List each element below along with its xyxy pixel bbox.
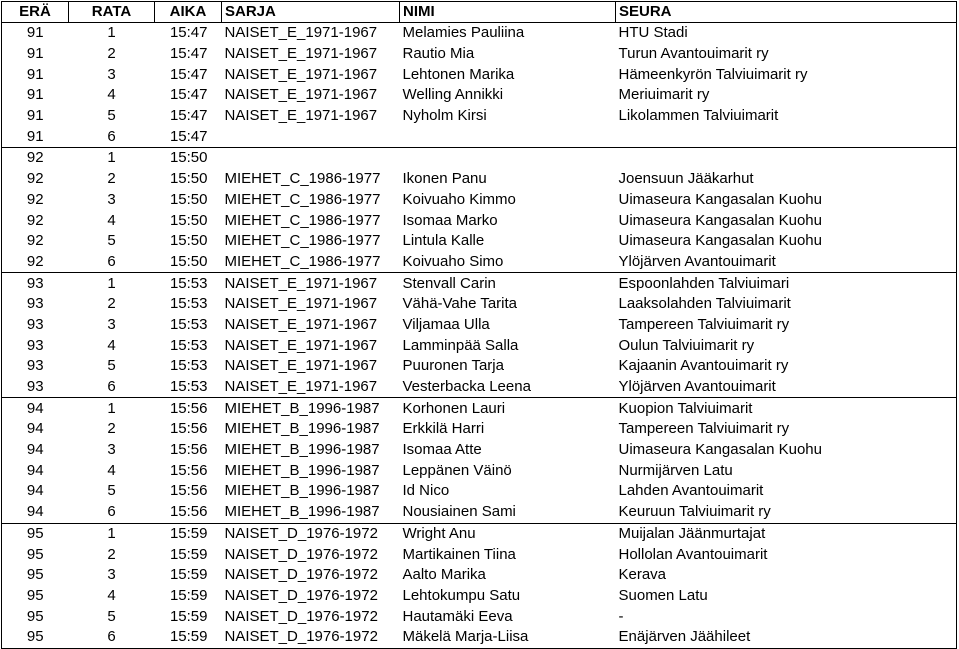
- cell-sarja: MIEHET_B_1996-1987: [224, 503, 380, 521]
- cell-aika: 15:53: [169, 336, 208, 354]
- cell-seura: Kajaanin Avantouimarit ry: [616, 356, 957, 377]
- cell-rata: 1: [69, 523, 155, 544]
- table-row: [2, 606, 957, 627]
- cell-sarja: MIEHET_B_1996-1987: [224, 461, 380, 479]
- header-nimi: NIMI: [400, 2, 616, 23]
- cell-rata: 3: [107, 566, 116, 584]
- cell-era: 94: [2, 398, 69, 419]
- cell-seura: -: [616, 606, 957, 627]
- cell-rata: 4: [107, 86, 116, 104]
- cell-nimi: Lehtokumpu Satu: [402, 586, 521, 604]
- cell-sarja: MIEHET_C_1986-1977: [224, 211, 381, 229]
- cell-era: 91: [2, 44, 69, 65]
- cell-nimi: Leppänen Väinö: [402, 461, 512, 479]
- cell-sarja: NAISET_D_1976-1972: [224, 607, 378, 625]
- cell-era: 94: [2, 419, 69, 440]
- cell-nimi: [400, 148, 616, 169]
- cell-aika: 15:59: [169, 607, 208, 625]
- cell-nimi: Rautio Mia: [402, 45, 475, 63]
- header-era: ERÄ: [2, 2, 69, 23]
- cell-sarja: NAISET_D_1976-1972: [224, 566, 378, 584]
- cell-nimi: Hautamäki Eeva: [402, 607, 513, 625]
- table-row: [2, 481, 957, 502]
- cell-sarja: [222, 148, 400, 169]
- cell-era: 91: [2, 106, 69, 127]
- cell-seura: Espoonlahden Talviuimari: [616, 273, 957, 294]
- cell-sarja: MIEHET_B_1996-1987: [224, 441, 380, 459]
- cell-era: 93: [2, 356, 69, 377]
- cell-nimi: Vesterbacka Leena: [402, 378, 531, 396]
- table-row: [2, 356, 957, 377]
- cell-seura: Laaksolahden Talviuimarit: [616, 294, 957, 315]
- cell-seura: Uimaseura Kangasalan Kuohu: [616, 231, 957, 252]
- table-row: [2, 126, 957, 147]
- cell-sarja: NAISET_D_1976-1972: [222, 627, 400, 648]
- cell-rata: 4: [107, 461, 116, 479]
- cell-aika: 15:53: [169, 295, 208, 313]
- cell-era: 92: [2, 190, 69, 211]
- cell-era: 95: [2, 544, 69, 565]
- cell-rata: 5: [107, 232, 116, 250]
- table-row: [2, 565, 957, 586]
- cell-sarja: NAISET_E_1971-1967: [224, 86, 378, 104]
- cell-era: 91: [2, 64, 69, 85]
- cell-rata: 2: [107, 45, 116, 63]
- table-row: [2, 294, 957, 315]
- cell-era: 95: [2, 586, 69, 607]
- cell-nimi: Korhonen Lauri: [400, 398, 616, 419]
- header-sarja: SARJA: [222, 2, 400, 23]
- cell-nimi: Koivuaho Simo: [402, 252, 504, 270]
- cell-seura: HTU Stadi: [616, 23, 957, 44]
- table-row: [2, 210, 957, 231]
- cell-aika: 15:56: [169, 482, 208, 500]
- cell-sarja: MIEHET_C_1986-1977: [224, 170, 381, 188]
- cell-rata: 2: [107, 295, 116, 313]
- cell-nimi: Puuronen Tarja: [402, 357, 504, 375]
- cell-era: 91: [2, 126, 69, 147]
- cell-aika: 15:56: [169, 503, 208, 521]
- cell-seura: Hollolan Avantouimarit: [616, 544, 957, 565]
- cell-nimi: Koivuaho Kimmo: [402, 190, 516, 208]
- cell-aika: 15:56: [169, 461, 208, 479]
- cell-seura: Ylöjärven Avantouimarit: [616, 377, 957, 398]
- cell-aika: 15:47: [155, 23, 222, 44]
- cell-era: 92: [2, 148, 69, 169]
- cell-era: 93: [2, 335, 69, 356]
- cell-aika: 15:59: [169, 545, 208, 563]
- cell-rata: 1: [69, 273, 155, 294]
- cell-rata: 2: [107, 170, 116, 188]
- cell-era: 95: [2, 627, 69, 648]
- cell-nimi: Wright Anu: [400, 523, 616, 544]
- cell-aika: 15:50: [169, 232, 208, 250]
- cell-era: 94: [2, 481, 69, 502]
- cell-rata: 4: [107, 211, 116, 229]
- cell-aika: 15:47: [169, 107, 208, 125]
- cell-aika: 15:47: [169, 86, 208, 104]
- cell-seura: Uimaseura Kangasalan Kuohu: [616, 190, 957, 211]
- cell-sarja: NAISET_E_1971-1967: [222, 273, 400, 294]
- table-row: [2, 273, 957, 294]
- table-row: [2, 190, 957, 211]
- cell-nimi: Aalto Marika: [402, 566, 486, 584]
- cell-era: 94: [2, 440, 69, 461]
- cell-seura: [616, 126, 957, 147]
- table-row: [2, 231, 957, 252]
- cell-sarja: NAISET_D_1976-1972: [224, 545, 378, 563]
- cell-rata: 5: [107, 107, 116, 125]
- cell-rata: 6: [107, 252, 116, 270]
- table-row: [2, 460, 957, 481]
- cell-rata: 3: [107, 315, 116, 333]
- cell-seura: Turun Avantouimarit ry: [616, 44, 957, 65]
- cell-seura: Meriuimarit ry: [616, 85, 957, 106]
- cell-rata: 4: [107, 336, 116, 354]
- heat-schedule-table: [1, 1, 957, 649]
- cell-era: 92: [2, 231, 69, 252]
- cell-nimi: Martikainen Tiina: [402, 545, 516, 563]
- cell-era: 94: [2, 502, 69, 523]
- cell-sarja: MIEHET_B_1996-1987: [224, 420, 380, 438]
- cell-nimi: Nyholm Kirsi: [402, 107, 487, 125]
- cell-era: 93: [2, 294, 69, 315]
- cell-nimi: Isomaa Marko: [402, 211, 498, 229]
- table-row: [2, 335, 957, 356]
- cell-aika: 15:50: [169, 170, 208, 188]
- cell-seura: Tampereen Talviuimarit ry: [616, 315, 957, 336]
- cell-aika: 15:53: [169, 378, 208, 396]
- cell-rata: 6: [69, 627, 155, 648]
- cell-seura: Oulun Talviuimarit ry: [616, 335, 957, 356]
- cell-aika: 15:56: [169, 420, 208, 438]
- header-aika: AIKA: [155, 2, 222, 23]
- cell-rata: 2: [107, 545, 116, 563]
- cell-seura: Joensuun Jääkarhut: [616, 169, 957, 190]
- cell-aika: 15:50: [169, 211, 208, 229]
- cell-rata: 6: [107, 127, 116, 145]
- cell-rata: 5: [107, 357, 116, 375]
- header-row: [2, 2, 957, 23]
- table-row: [2, 148, 957, 169]
- cell-sarja: [222, 126, 400, 147]
- table-row: [2, 419, 957, 440]
- cell-nimi: Ikonen Panu: [402, 170, 487, 188]
- cell-aika: 15:50: [169, 190, 208, 208]
- cell-sarja: NAISET_D_1976-1972: [222, 523, 400, 544]
- table-row: [2, 64, 957, 85]
- cell-aika: 15:47: [169, 127, 208, 145]
- cell-nimi: Erkkilä Harri: [402, 420, 485, 438]
- cell-sarja: NAISET_E_1971-1967: [224, 315, 378, 333]
- cell-rata: 2: [107, 420, 116, 438]
- cell-aika: 15:59: [155, 627, 222, 648]
- cell-rata: 6: [107, 378, 116, 396]
- cell-aika: 15:47: [169, 45, 208, 63]
- cell-rata: 1: [69, 148, 155, 169]
- cell-sarja: NAISET_E_1971-1967: [224, 107, 378, 125]
- table-row: [2, 23, 957, 44]
- cell-era: 91: [2, 85, 69, 106]
- cell-sarja: NAISET_E_1971-1967: [224, 295, 378, 313]
- cell-sarja: NAISET_E_1971-1967: [224, 378, 378, 396]
- cell-rata: 1: [69, 398, 155, 419]
- table-row: [2, 377, 957, 398]
- cell-seura: Keuruun Talviuimarit ry: [616, 502, 957, 523]
- cell-nimi: Lehtonen Marika: [402, 65, 515, 83]
- cell-seura: Ylöjärven Avantouimarit: [616, 252, 957, 273]
- table-row: [2, 502, 957, 523]
- cell-era: 93: [2, 273, 69, 294]
- cell-nimi: Melamies Pauliina: [400, 23, 616, 44]
- cell-rata: 3: [107, 441, 116, 459]
- cell-rata: 5: [107, 607, 116, 625]
- cell-nimi: [400, 126, 616, 147]
- cell-aika: 15:59: [169, 586, 208, 604]
- cell-sarja: NAISET_D_1976-1972: [224, 586, 378, 604]
- cell-rata: 5: [107, 482, 116, 500]
- table-row: [2, 169, 957, 190]
- cell-sarja: MIEHET_B_1996-1987: [222, 398, 400, 419]
- cell-nimi: Viljamaa Ulla: [402, 315, 490, 333]
- cell-aika: 15:53: [169, 357, 208, 375]
- cell-nimi: Stenvall Carin: [400, 273, 616, 294]
- cell-seura: Uimaseura Kangasalan Kuohu: [616, 210, 957, 231]
- table-row: [2, 315, 957, 336]
- table-body: [2, 23, 957, 649]
- cell-nimi: Isomaa Atte: [402, 441, 482, 459]
- cell-nimi: Mäkelä Marja-Liisa: [400, 627, 616, 648]
- cell-seura: Lahden Avantouimarit: [616, 481, 957, 502]
- cell-aika: 15:53: [155, 273, 222, 294]
- cell-nimi: Id Nico: [402, 482, 450, 500]
- cell-nimi: Vähä-Vahe Tarita: [402, 295, 518, 313]
- cell-seura: Kerava: [616, 565, 957, 586]
- cell-sarja: NAISET_E_1971-1967: [222, 23, 400, 44]
- cell-sarja: MIEHET_C_1986-1977: [224, 232, 381, 250]
- table-row: [2, 85, 957, 106]
- cell-era: 95: [2, 523, 69, 544]
- cell-sarja: NAISET_E_1971-1967: [224, 336, 378, 354]
- cell-rata: 3: [107, 190, 116, 208]
- cell-nimi: Nousiainen Sami: [402, 503, 516, 521]
- cell-aika: 15:50: [169, 252, 208, 270]
- cell-seura: Kuopion Talviuimarit: [616, 398, 957, 419]
- cell-seura: Nurmijärven Latu: [616, 460, 957, 481]
- table-row: [2, 44, 957, 65]
- cell-sarja: MIEHET_C_1986-1977: [224, 252, 381, 270]
- cell-seura: Uimaseura Kangasalan Kuohu: [616, 440, 957, 461]
- cell-seura: [616, 148, 957, 169]
- cell-rata: 4: [107, 586, 116, 604]
- table-row: [2, 106, 957, 127]
- cell-rata: 6: [107, 503, 116, 521]
- cell-sarja: NAISET_E_1971-1967: [224, 65, 378, 83]
- cell-rata: 3: [107, 65, 116, 83]
- table-row: [2, 252, 957, 273]
- cell-seura: Hämeenkyrön Talviuimarit ry: [616, 64, 957, 85]
- cell-era: 94: [2, 460, 69, 481]
- table-row: [2, 544, 957, 565]
- header-seura: SEURA: [616, 2, 957, 23]
- cell-era: 92: [2, 210, 69, 231]
- table-row: [2, 440, 957, 461]
- cell-nimi: Welling Annikki: [402, 86, 504, 104]
- cell-aika: 15:53: [169, 315, 208, 333]
- cell-seura: Muijalan Jäänmurtajat: [616, 523, 957, 544]
- cell-rata: 1: [69, 23, 155, 44]
- cell-era: 93: [2, 315, 69, 336]
- table-row: [2, 523, 957, 544]
- cell-aika: 15:59: [169, 566, 208, 584]
- cell-aika: 15:56: [155, 398, 222, 419]
- cell-seura: Enäjärven Jäähileet: [616, 627, 957, 648]
- cell-era: 93: [2, 377, 69, 398]
- cell-aika: 15:47: [169, 65, 208, 83]
- cell-aika: 15:56: [169, 441, 208, 459]
- cell-seura: Likolammen Talviuimarit: [616, 106, 957, 127]
- cell-sarja: NAISET_E_1971-1967: [224, 45, 378, 63]
- cell-seura: Tampereen Talviuimarit ry: [616, 419, 957, 440]
- cell-aika: 15:59: [155, 523, 222, 544]
- cell-era: 92: [2, 252, 69, 273]
- cell-era: 95: [2, 606, 69, 627]
- cell-nimi: Lintula Kalle: [402, 232, 485, 250]
- cell-sarja: MIEHET_C_1986-1977: [224, 190, 381, 208]
- cell-sarja: MIEHET_B_1996-1987: [224, 482, 380, 500]
- header-rata: RATA: [69, 2, 155, 23]
- cell-era: 91: [2, 23, 69, 44]
- cell-sarja: NAISET_E_1971-1967: [224, 357, 378, 375]
- cell-era: 92: [2, 169, 69, 190]
- cell-nimi: Lamminpää Salla: [402, 336, 519, 354]
- cell-era: 95: [2, 565, 69, 586]
- cell-seura: Suomen Latu: [616, 586, 957, 607]
- table-row: [2, 398, 957, 419]
- table-row: [2, 586, 957, 607]
- cell-aika: 15:50: [155, 148, 222, 169]
